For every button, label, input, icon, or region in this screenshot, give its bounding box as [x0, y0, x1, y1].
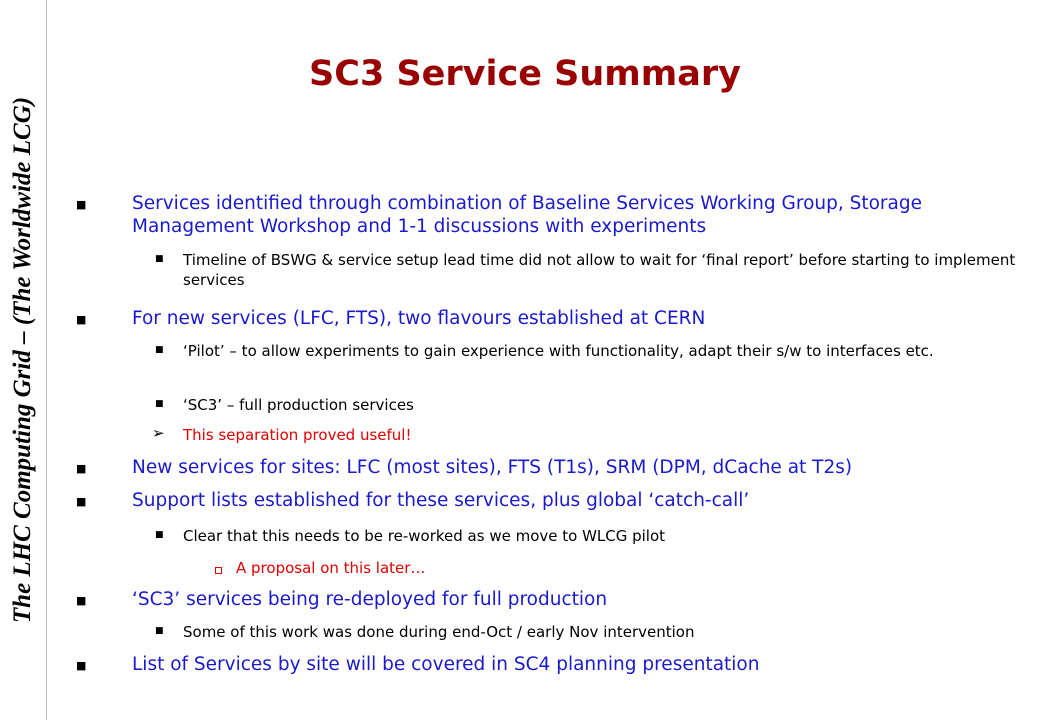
bullet-square-icon: ■	[76, 495, 87, 508]
bullet-services-identified: Services identified through combination of Baseline Services Working Group, Storage Management Workshop and 1-1 discussions with experiments	[132, 193, 922, 237]
bullet-square-icon: ■	[155, 399, 164, 409]
bullet-list-of-services: List of Services by site will be covered in SC4 planning presentation	[132, 654, 760, 675]
bullet-square-icon: ■	[76, 462, 87, 475]
bullet-square-icon: ■	[155, 254, 164, 264]
bullet-square-icon: ■	[155, 345, 164, 355]
bullet-square-icon: ■	[76, 198, 87, 211]
bullet-square-icon: ■	[76, 313, 87, 326]
sub-bullet-pilot: ‘Pilot’ – to allow experiments to gain experience with functionality, adapt their s/w to interfaces etc.	[183, 342, 934, 360]
slide-title: SC3 Service Summary	[309, 54, 741, 94]
bullet-support-lists: Support lists established for these services, plus global ‘catch-call’	[132, 490, 750, 511]
sub-bullet-separation: This separation proved useful!	[183, 426, 412, 444]
bullet-square-icon: ■	[155, 626, 164, 636]
sub-bullet-sc3: ‘SC3’ – full production services	[183, 396, 414, 414]
bullet-new-services-sites: New services for sites: LFC (most sites), FTS (T1s), SRM (DPM, dCache at T2s)	[132, 457, 853, 478]
sub-bullet-rework: Clear that this needs to be re-worked as we move to WLCG pilot	[183, 527, 666, 545]
sub-sub-bullet-proposal: A proposal on this later…	[236, 559, 426, 577]
sidebar-title: The LHC Computing Grid – (The Worldwide LCG)	[9, 96, 36, 624]
bullet-square-icon: ■	[76, 659, 87, 672]
sub-bullet-intervention: Some of this work was done during end-Oct / early Nov intervention	[183, 623, 695, 641]
hollow-square-bullet-icon	[215, 567, 222, 574]
bullet-square-icon: ■	[155, 530, 164, 540]
bullet-square-icon: ■	[76, 594, 87, 607]
sub-bullet-timeline: Timeline of BSWG & service setup lead time did not allow to wait for ‘final report’ before starting to implement services	[183, 251, 1016, 289]
bullet-new-services: For new services (LFC, FTS), two flavours established at CERN	[132, 308, 706, 329]
bullet-redeployed: ‘SC3’ services being re-deployed for full production	[132, 589, 608, 610]
arrow-bullet-icon: ➢	[152, 424, 165, 442]
